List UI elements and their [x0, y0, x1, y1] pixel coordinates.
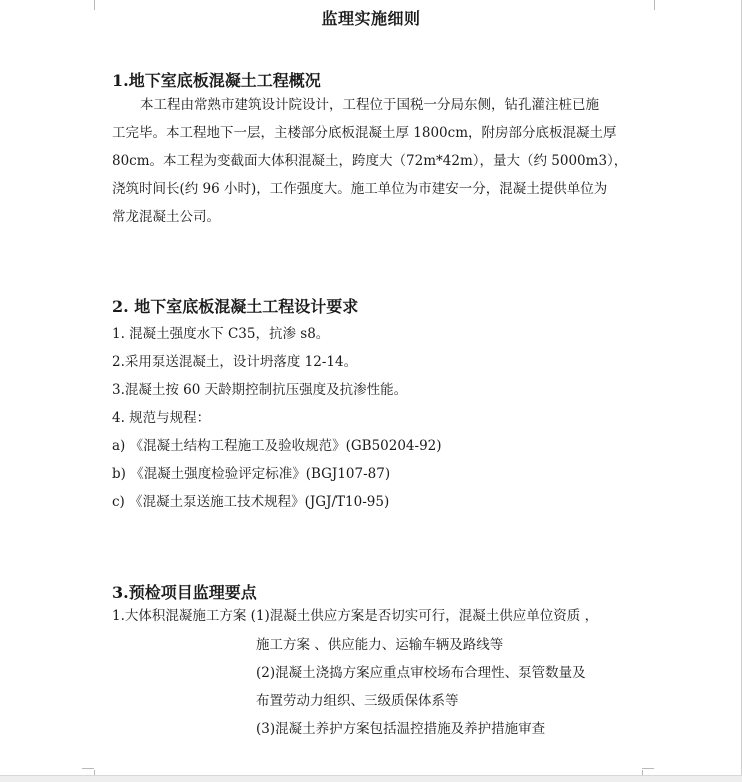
- section1-heading: 1.地下室底板混凝土工程概况: [112, 71, 321, 90]
- section2-item: c) 《混凝土泵送施工技术规程》(JGJ/T10-95): [112, 494, 390, 510]
- section1-line: 本工程由常熟市建筑设计院设计，工程位于国税一分局东侧，钻孔灌注桩已施: [140, 97, 599, 113]
- section1-line: 工完毕。本工程地下一层，主楼部分底板混凝土厚 1800cm，附房部分底板混凝土厚: [112, 125, 617, 141]
- section2-item: 1. 混凝土强度水下 C35，抗渗 s8。: [112, 326, 330, 342]
- section2-item: a) 《混凝土结构工程施工及验收规范》(GB50204-92): [112, 438, 442, 454]
- page-edge-bottom: [0, 775, 742, 782]
- section3-sub-line: 施工方案 、供应能力、运输车辆及路线等: [256, 637, 504, 653]
- section1-line: 80cm。本工程为变截面大体积混凝土，跨度大（72m*42m），量大（约 5000m3），: [112, 153, 628, 169]
- section2-item: b) 《混凝土强度检验评定标准》(BGJ107-87): [112, 466, 391, 482]
- section3-heading: 3.预检项目监理要点: [112, 583, 257, 602]
- page-title: 监理实施细则: [321, 9, 421, 28]
- section3-sub-line: (3)混凝土养护方案包括温控措施及养护措施审查: [256, 721, 546, 737]
- section3-sub-line: 布置劳动力组织、三级质保体系等: [256, 693, 459, 709]
- section2-item: 2.采用泵送混凝土，设计坍落度 12-14。: [112, 354, 358, 370]
- section2-item: 3.混凝土按 60 天龄期控制抗压强度及抗渗性能。: [112, 382, 408, 398]
- section1-line: 常龙混凝土公司。: [112, 209, 220, 225]
- section3-sub-line: (2)混凝土浇捣方案应重点审校场布合理性、泵管数量及: [256, 665, 586, 681]
- section2-item: 4. 规范与规程：: [112, 410, 211, 426]
- crop-mark-bottom-left: [82, 768, 94, 770]
- section1-line: 浇筑时间长(约 96 小时)，工作强度大。施工单位为市建安一分，混凝土提供单位为: [112, 181, 608, 197]
- section2-heading: 2. 地下室底板混凝土工程设计要求: [112, 297, 359, 316]
- section3-lead: 1.大体积混凝施工方案 (1)混凝土供应方案是否切实可行，混凝土供应单位资质 ，: [112, 608, 599, 624]
